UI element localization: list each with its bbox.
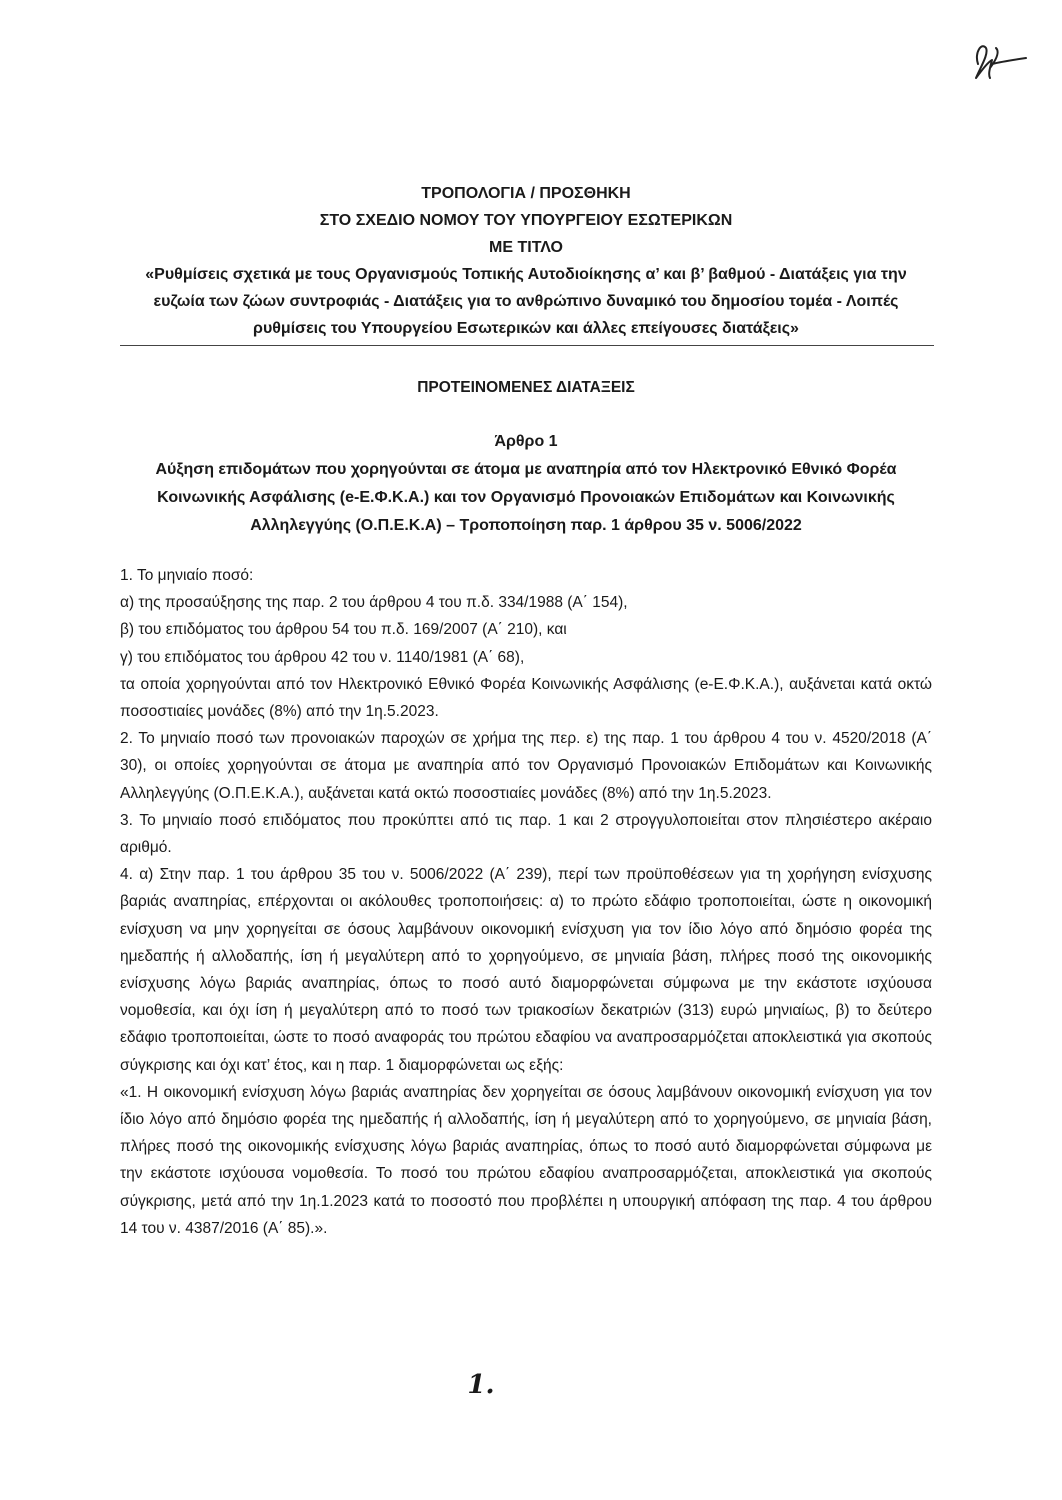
- paragraph-2: 2. Το μηνιαίο ποσό των προνοιακών παροχών σε χρήμα της περ. ε) της παρ. 1 του άρθρου 4 του ν. 4520/2018 (Α΄ 30), οι οποίες χορηγούνται σε άτομα με αναπηρία από τον Οργανισμό Προνοιακών Επιδομάτων και Κοινωνικής Αλληλεγγύης (Ο.Π.Ε.Κ.Α.), αυξάνεται κατά οκτώ ποσοστιαίες μονάδες (8%) από την 1η.5.2023.: [120, 730, 932, 802]
- paragraph-1-item-c: γ) του επιδόματος του άρθρου 42 του ν. 1140/1981 (Α΄ 68),: [120, 648, 525, 666]
- handwritten-signature: [968, 34, 1032, 86]
- article-title: Αύξηση επιδομάτων που χορηγούνται σε άτομα με αναπηρία από τον Ηλεκτρονικό Εθνικό Φορέα Κοινωνικής Ασφάλισης (e-Ε.Φ.Κ.Α.) και τον Οργανισμό Προνοιακών Επιδομάτων και Κοινωνικής Αλληλεγγύης (Ο.Π.Ε.Κ.Α) – Τροποποίηση παρ. 1 άρθρου 35 ν. 5006/2022: [155, 461, 897, 534]
- article-heading: [118, 428, 934, 540]
- header-title-label: ΜΕ ΤΙΤΛΟ: [489, 239, 563, 256]
- header-bill-reference: ΣΤΟ ΣΧΕΔΙΟ ΝΟΜΟΥ ΤΟΥ ΥΠΟΥΡΓΕΙΟΥ ΕΣΩΤΕΡΙΚΩΝ: [319, 212, 733, 229]
- paragraph-4-quoted-text: «1. Η οικονομική ενίσχυση λόγω βαριάς αναπηρίας δεν χορηγείται σε όσους λαμβάνουν οικονομική ενίσχυση για τον ίδιο λόγο από δημόσιο φορέα της ημεδαπής ή αλλοδαπής, ίση ή μεγαλύτερη από το χορηγούμενο, σε μηνιαία βάση, πλήρες ποσό της οικονομικής ενίσχυσης λόγω βαριάς αναπηρίας, όπως το ποσό αυτό διαμορφώνεται σύμφωνα με την εκάστοτε ισχύουσα νομοθεσία. Το ποσό του πρώτου εδαφίου αναπροσαρμόζεται, αποκλειστικά για σκοπούς σύγκρισης, μετά από την 1η.1.2023 κατά το ποσοστό που προβλέπει η υπουργική απόφαση της παρ. 4 του άρθρου 14 του ν. 4387/2016 (Α΄ 85).».: [120, 1083, 932, 1237]
- header-divider: [120, 345, 934, 346]
- header-title: ΤΡΟΠΟΛΟΓΙΑ / ΠΡΟΣΘΗΚΗ: [421, 185, 631, 202]
- article-body: [120, 562, 932, 1242]
- bill-subject: «Ρυθμίσεις σχετικά με τους Οργανισμούς Τοπικής Αυτοδιοίκησης α’ και β’ βαθμού - Διατάξεις για την ευζωία των ζώων συντροφιάς - Διατάξεις για το ανθρώπινο δυναμικό του δημοσίου τομέα - Λοιπές ρυθμίσεις του Υπουργείου Εσωτερικών και άλλες επείγουσες διατάξεις»: [145, 266, 907, 337]
- document-header: [118, 180, 934, 342]
- proposed-provisions-heading: ΠΡΟΤΕΙΝΟΜΕΝΕΣ ΔΙΑΤΑΞΕΙΣ: [417, 379, 635, 396]
- paragraph-1-item-a: α) της προσαύξησης της παρ. 2 του άρθρου 4 του π.δ. 334/1988 (Α΄ 154),: [120, 594, 628, 612]
- paragraph-1-intro: 1. Το μηνιαίο ποσό:: [120, 567, 254, 584]
- paragraph-4: 4. α) Στην παρ. 1 του άρθρου 35 του ν. 5006/2022 (Α΄ 239), περί των προϋποθέσεων για τη χορήγηση ενίσχυσης βαριάς αναπηρίας, επέρχονται οι ακόλουθες τροποποιήσεις: α) το πρώτο εδάφιο τροποποιείται, ώστε η οικονομική ενίσχυση να μην χορηγείται σε όσους λαμβάνουν οικονομική ενίσχυση για τον ίδιο λόγο από δημόσιο φορέα της ημεδαπής ή αλλοδαπής, ίση ή μεγαλύτερη από το χορηγούμενο, σε μηνιαία βάση, πλήρες ποσό της οικονομικής ενίσχυσης λόγω βαριάς αναπηρίας, όπως το ποσό αυτό διαμορφώνεται σύμφωνα με την εκάστοτε ισχύουσα νομοθεσία, και όχι ίση ή μεγαλύτερη από το ποσό των τριακοσίων δεκατριών (313) ευρώ μηνιαίως, β) το δεύτερο εδάφιο τροποποιείται, ώστε το ποσό αναφοράς του πρώτου εδαφίου να αναπροσαρμόζεται αποκλειστικά για σκοπούς σύγκρισης και όχι κατ’ έτος, και η παρ. 1 διαμορφώνεται ως εξής:: [120, 866, 932, 1074]
- page-number: 1.: [467, 1370, 495, 1400]
- paragraph-1-item-b: β) του επιδόματος του άρθρου 54 του π.δ. 169/2007 (Α΄ 210), και: [120, 621, 567, 639]
- paragraph-1-conclusion: τα οποία χορηγούνται από τον Ηλεκτρονικό Εθνικό Φορέα Κοινωνικής Ασφάλισης (e-Ε.Φ.Κ.Α.), αυξάνεται κατά οκτώ ποσοστιαίες μονάδες (8%) από την 1η.5.2023.: [120, 675, 932, 721]
- paragraph-3: 3. Το μηνιαίο ποσό επιδόματος που προκύπτει από τις παρ. 1 και 2 στρογγυλοποιείται στον πλησιέστερο ακέραιο αριθμό.: [120, 811, 932, 857]
- article-number: Άρθρο 1: [494, 433, 558, 450]
